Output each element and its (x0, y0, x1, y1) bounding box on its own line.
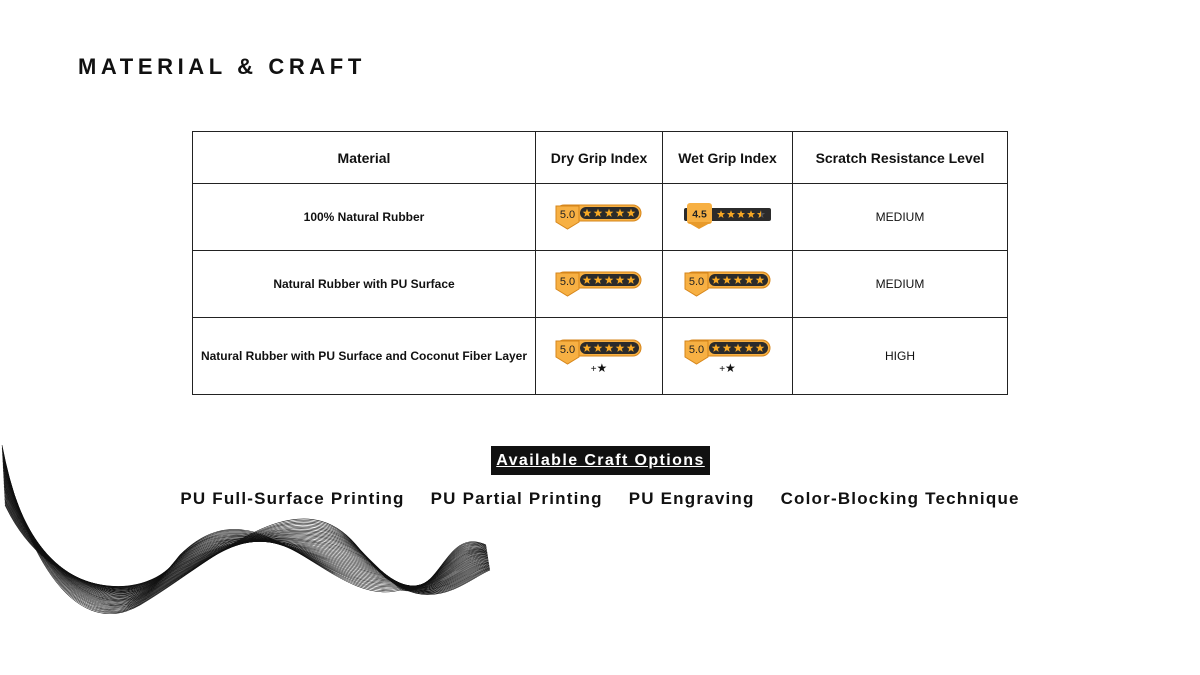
rating-badge-graphic (684, 202, 772, 230)
material-spec-table (192, 131, 1008, 395)
rating-badge-icon (555, 202, 643, 230)
rating-badge-icon (555, 269, 643, 297)
wave-line (5, 499, 487, 589)
rating-badge-graphic (555, 269, 643, 297)
rating-score: 4.5 (691, 208, 707, 220)
dry-grip-cell (536, 184, 663, 251)
craft-options-heading: Available Craft Options (491, 446, 710, 475)
craft-option: Color-Blocking Technique (780, 489, 1020, 508)
wave-line (5, 504, 486, 591)
scratch-resistance-cell: MEDIUM (793, 251, 1008, 318)
star-icon: ★ (725, 361, 736, 375)
craft-option: PU Full-Surface Printing (180, 489, 405, 508)
material-cell: 100% Natural Rubber (193, 184, 536, 251)
wet-grip-cell (663, 318, 793, 395)
header-material: Material (193, 132, 536, 184)
rating-score: 5.0 (688, 344, 704, 356)
wet-grip-rating (684, 202, 772, 230)
dry-grip-rating (555, 202, 643, 230)
star-icon: ★ (596, 361, 608, 375)
header-wet-grip: Wet Grip Index (663, 132, 793, 184)
craft-option: PU Partial Printing (430, 489, 603, 508)
scratch-resistance-cell: HIGH (793, 318, 1008, 395)
rating-score: 5.0 (688, 275, 704, 288)
rating-score: 5.0 (559, 275, 576, 288)
decorative-wave-lines (0, 430, 500, 675)
table-header-row (193, 132, 1008, 184)
material-cell: Natural Rubber with PU Surface and Coconut Fiber Layer (193, 318, 536, 395)
header-dry-grip: Dry Grip Index (536, 132, 663, 184)
dry-grip-rating (555, 337, 643, 375)
wet-grip-rating (684, 269, 772, 297)
table-row (193, 318, 1008, 395)
material-cell: Natural Rubber with PU Surface (193, 251, 536, 318)
wet-grip-cell (663, 251, 793, 318)
wet-grip-cell (663, 184, 793, 251)
rating-score: 5.0 (559, 344, 576, 356)
rating-badge-icon (684, 202, 772, 230)
rating-badge-graphic (684, 269, 772, 297)
rating-badge-graphic (555, 202, 643, 230)
dry-grip-cell (536, 251, 663, 318)
rating-badge-icon (684, 269, 772, 297)
rating-score: 5.0 (559, 208, 576, 221)
bonus-star: +★ (719, 361, 736, 375)
table-row (193, 184, 1008, 251)
page-title: MATERIAL & CRAFT (78, 54, 366, 79)
wave-line (5, 501, 487, 590)
header-scratch-resistance: Scratch Resistance Level (793, 132, 1008, 184)
wave-line (5, 502, 486, 590)
wet-grip-rating (684, 337, 772, 375)
scratch-resistance-cell: MEDIUM (793, 184, 1008, 251)
dry-grip-rating (555, 269, 643, 297)
table-row (193, 251, 1008, 318)
craft-option: PU Engraving (628, 489, 755, 508)
bonus-star: +★ (590, 361, 608, 375)
dry-grip-cell (536, 318, 663, 395)
